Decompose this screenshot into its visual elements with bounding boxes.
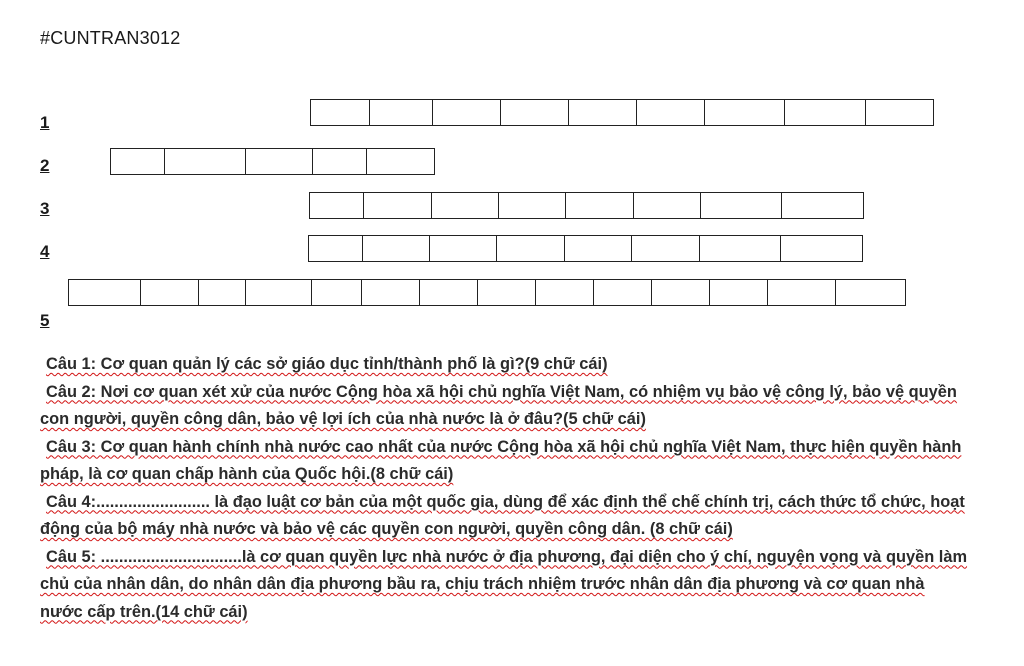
question-5: [40, 544, 970, 627]
cell[interactable]: [199, 280, 246, 305]
cell[interactable]: [364, 193, 432, 218]
question-text: Câu 3: Cơ quan hành chính nhà nước cao nhất của nước Cộng hòa xã hội chủ nghĩa Việt Nam, thực hiện quyền hành pháp, là cơ quan chấp hành của Quốc hội.(8 chữ cái): [40, 437, 962, 483]
row-number-4: 4: [40, 242, 50, 261]
row-number-2: 2: [40, 156, 50, 175]
cell[interactable]: [430, 236, 497, 261]
cell[interactable]: [141, 280, 199, 305]
row-number-5: 5: [40, 311, 50, 330]
question-2: [40, 379, 970, 434]
crossword-row-1: [310, 99, 934, 126]
cell[interactable]: [768, 280, 836, 305]
question-list: [40, 351, 970, 626]
cell[interactable]: [785, 100, 866, 125]
cell[interactable]: [536, 280, 594, 305]
cell[interactable]: [710, 280, 768, 305]
cell[interactable]: [246, 280, 312, 305]
cell[interactable]: [313, 149, 367, 174]
question-text: Câu 5: ...............................là cơ quan quyền lực nhà nước ở địa phương, đại diện cho ý chí, nguyện vọng và quyền làm chủ của nhân dân, do nhân dân địa phương bầu ra, chịu trách nhiệm trước nhân dân địa phương và cơ quan nhà nước cấp trên.(14 chữ cái): [40, 547, 968, 621]
cell[interactable]: [312, 280, 362, 305]
cell[interactable]: [432, 193, 499, 218]
question-4: [40, 489, 970, 544]
cell[interactable]: [637, 100, 705, 125]
question-text: Câu 4:......................... là đạo luật cơ bản của một quốc gia, dùng để xác định thể chế chính trị, cách thức tổ chức, hoạt động của bộ máy nhà nước và bảo vệ các quyền con người, quyền công dân. (8 chữ cái): [40, 492, 965, 538]
cell[interactable]: [594, 280, 652, 305]
document-title: #CUNTRAN3012: [40, 28, 181, 48]
row-number-3: 3: [40, 199, 50, 218]
cell[interactable]: [367, 149, 434, 174]
cell[interactable]: [309, 236, 363, 261]
question-3: [40, 434, 970, 489]
cell[interactable]: [866, 100, 933, 125]
cell[interactable]: [700, 236, 781, 261]
cell[interactable]: [370, 100, 433, 125]
cell[interactable]: [111, 149, 165, 174]
cell[interactable]: [634, 193, 701, 218]
cell[interactable]: [501, 100, 569, 125]
question-text: Câu 2: Nơi cơ quan xét xử của nước Cộng hòa xã hội chủ nghĩa Việt Nam, có nhiệm vụ bảo vệ công lý, bảo vệ quyền con người, quyền công dân, bảo vệ lợi ích của nhà nước là ở đâu?(5 chữ cái): [40, 382, 957, 428]
cell[interactable]: [701, 193, 782, 218]
cell[interactable]: [69, 280, 141, 305]
crossword-row-2: [110, 148, 435, 175]
crossword-row-4: [308, 235, 863, 262]
cell[interactable]: [363, 236, 430, 261]
cell[interactable]: [566, 193, 634, 218]
question-1: [40, 351, 970, 379]
row-number-1: 1: [40, 113, 50, 132]
cell[interactable]: [362, 280, 420, 305]
cell[interactable]: [705, 100, 785, 125]
cell[interactable]: [310, 193, 364, 218]
cell[interactable]: [420, 280, 478, 305]
cell[interactable]: [781, 236, 862, 261]
cell[interactable]: [497, 236, 565, 261]
crossword-row-5: [68, 279, 906, 306]
cell[interactable]: [836, 280, 905, 305]
cell[interactable]: [311, 100, 370, 125]
cell[interactable]: [165, 149, 246, 174]
cell[interactable]: [478, 280, 536, 305]
cell[interactable]: [569, 100, 637, 125]
cell[interactable]: [632, 236, 700, 261]
cell[interactable]: [246, 149, 313, 174]
cell[interactable]: [499, 193, 566, 218]
cell[interactable]: [433, 100, 501, 125]
cell[interactable]: [565, 236, 632, 261]
crossword-row-3: [309, 192, 864, 219]
question-text: Câu 1: Cơ quan quản lý các sở giáo dục tỉnh/thành phố là gì?(9 chữ cái): [46, 355, 608, 373]
cell[interactable]: [782, 193, 863, 218]
cell[interactable]: [652, 280, 710, 305]
